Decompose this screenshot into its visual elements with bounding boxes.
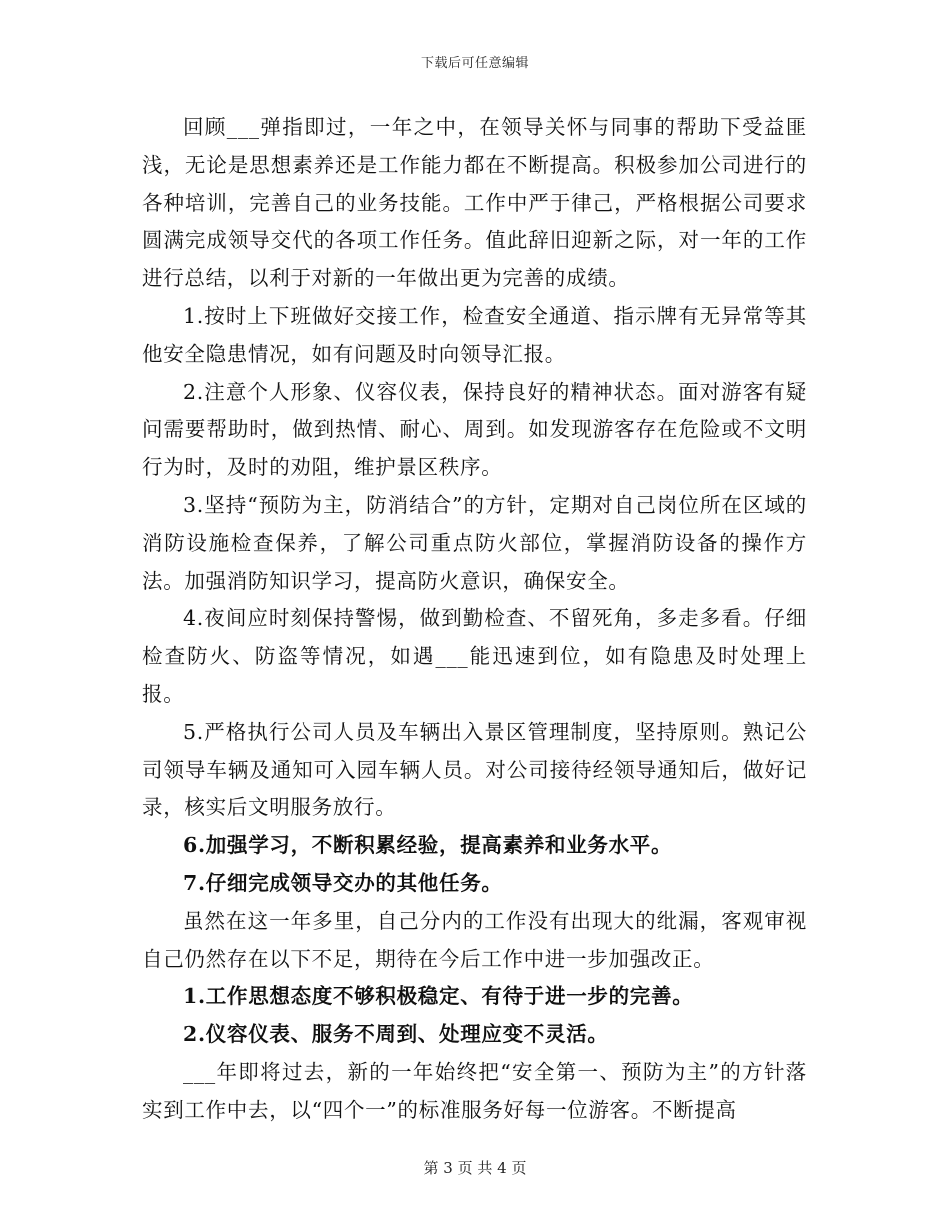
paragraph-outlook: ___年即将过去，新的一年始终把“安全第一、预防为主”的方针落实到工作中去，以“四个一”的标准服务好每一位游客。不断提高 bbox=[142, 1059, 807, 1122]
paragraph-item-4: 4.夜间应时刻保持警惕，做到勤检查、不留死角，多走多看。仔细检查防火、防盗等情况，如遇___能迅速到位，如有隐患及时处理上报。 bbox=[142, 606, 807, 706]
paragraph-item-5: 5.严格执行公司人员及车辆出入景区管理制度，坚持原则。熟记公司领导车辆及通知可入园车辆人员。对公司接待经领导通知后，做好记录，核实后文明服务放行。 bbox=[142, 719, 807, 820]
paragraph-shortcomings-intro: 虽然在这一年多里，自己分内的工作没有出现大的纰漏，客观审视自己仍然存在以下不足，期待在今后工作中进一步加强改正。 bbox=[142, 908, 807, 971]
paragraph-intro: 回顾___弹指即过，一年之中，在领导关怀与同事的帮助下受益匪浅，无论是思想素养还是工作能力都在不断提高。积极参加公司进行的各种培训，完善自己的业务技能。工作中严于律己，严格根据公司要求圆满完成领导交代的各项工作任务。值此辞旧迎新之际，对一年的工作进行总结，以利于对新的一年做出更为完善的成绩。 bbox=[142, 115, 807, 291]
paragraph-item-3: 3.坚持“预防为主，防消结合”的方针，定期对自己岗位所在区域的消防设施检查保养，了解公司重点防火部位，掌握消防设备的操作方法。加强消防知识学习，提高防火意识，确保安全。 bbox=[142, 492, 807, 593]
document-body bbox=[142, 109, 807, 1130]
paragraph-item-1: 1.按时上下班做好交接工作，检查安全通道、指示牌有无异常等其他安全隐患情况，如有问题及时向领导汇报。 bbox=[142, 303, 807, 366]
paragraph-shortcoming-1: 1.工作思想态度不够积极稳定、有待于进一步的完善。 bbox=[183, 984, 694, 1009]
page-footer: 第 3 页 共 4 页 bbox=[423, 1159, 527, 1177]
paragraph-item-6: 6.加强学习，不断积累经验，提高素养和业务水平。 bbox=[183, 833, 673, 858]
paragraph-item-2: 2.注意个人形象、仪容仪表，保持良好的精神状态。面对游客有疑问需要帮助时，做到热情、耐心、周到。如发现游客存在危险或不文明行为时，及时的劝阻，维护景区秩序。 bbox=[142, 379, 807, 480]
paragraph-item-7: 7.仔细完成领导交办的其他任务。 bbox=[183, 870, 503, 895]
page-header: 下载后可任意编辑 bbox=[420, 56, 529, 71]
paragraph-shortcoming-2: 2.仪容仪表、服务不周到、处理应变不灵活。 bbox=[183, 1022, 609, 1047]
